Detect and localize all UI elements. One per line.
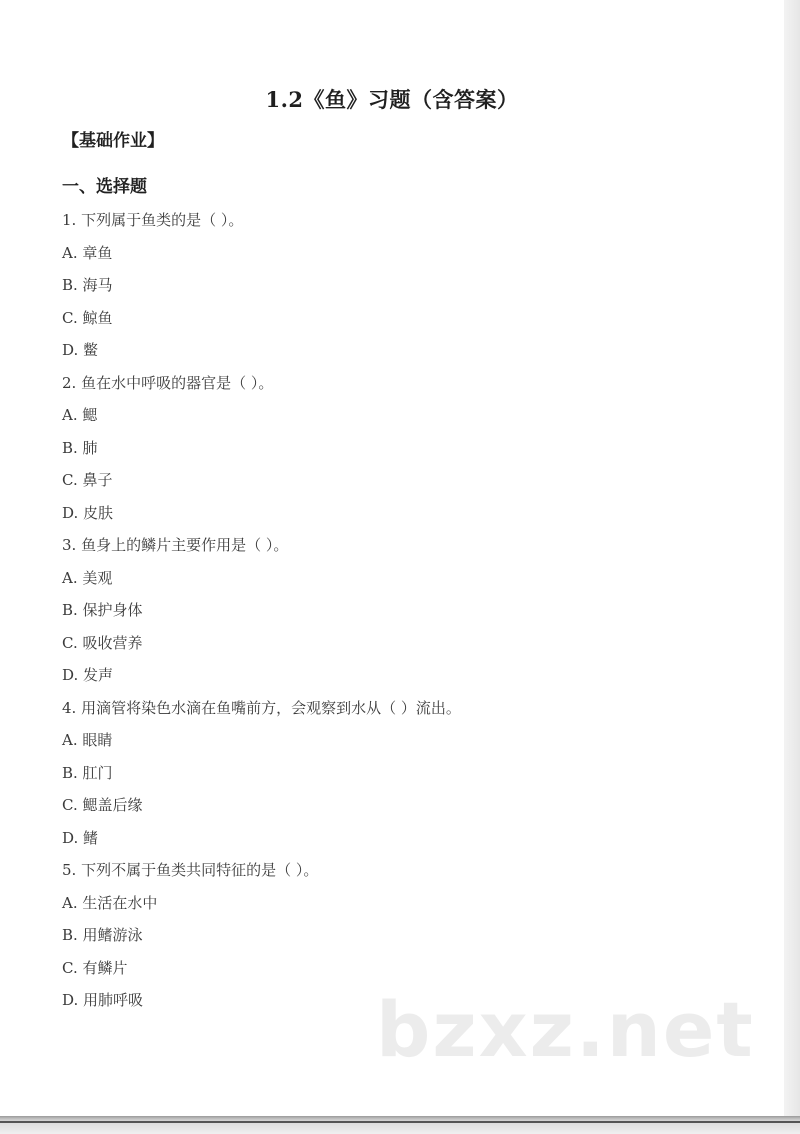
question-4-stem: 4. 用滴管将染色水滴在鱼嘴前方，会观察到水从（ ）流出。 (62, 699, 461, 717)
question-3-option-a: A. 美观 (62, 569, 113, 587)
page-right-edge (784, 0, 800, 1116)
question-3-option-d: D. 发声 (62, 666, 114, 684)
question-3-option-b: B. 保护身体 (62, 601, 143, 619)
question-1-option-d: D. 鳖 (62, 341, 99, 359)
question-4-option-a: A. 眼睛 (62, 731, 113, 749)
question-4-option-b: B. 肛门 (62, 764, 113, 782)
page-bottom-edge (0, 1116, 800, 1134)
section-heading-choice: 一、选择题 (62, 177, 147, 197)
page-title: 1.2《鱼》习题（含答案） (265, 87, 519, 112)
question-5-option-d: D. 用肺呼吸 (62, 991, 144, 1009)
watermark: bzxz.net (376, 985, 755, 1074)
question-1-option-a: A. 章鱼 (62, 244, 113, 262)
section-heading-basic: 【基础作业】 (62, 131, 164, 151)
question-1-stem: 1. 下列属于鱼类的是（ ）。 (62, 211, 244, 229)
question-2-stem: 2. 鱼在水中呼吸的器官是（ ）。 (62, 374, 274, 392)
question-4-option-c: C. 鳃盖后缘 (62, 796, 143, 814)
question-5-stem: 5. 下列不属于鱼类共同特征的是（ ）。 (62, 861, 319, 879)
page-bottom-divider (0, 1121, 800, 1123)
question-4-option-d: D. 鳍 (62, 829, 99, 847)
question-2-option-c: C. 鼻子 (62, 471, 113, 489)
question-1-option-b: B. 海马 (62, 276, 113, 294)
question-5-option-a: A. 生活在水中 (62, 894, 158, 912)
question-5-option-b: B. 用鳍游泳 (62, 926, 143, 944)
question-3-option-c: C. 吸收营养 (62, 634, 143, 652)
question-5-option-c: C. 有鳞片 (62, 959, 128, 977)
question-1-option-c: C. 鲸鱼 (62, 309, 113, 327)
question-2-option-a: A. 鳃 (62, 406, 98, 424)
question-2-option-b: B. 肺 (62, 439, 98, 457)
question-3-stem: 3. 鱼身上的鳞片主要作用是（ ）。 (62, 536, 289, 554)
question-2-option-d: D. 皮肤 (62, 504, 114, 522)
